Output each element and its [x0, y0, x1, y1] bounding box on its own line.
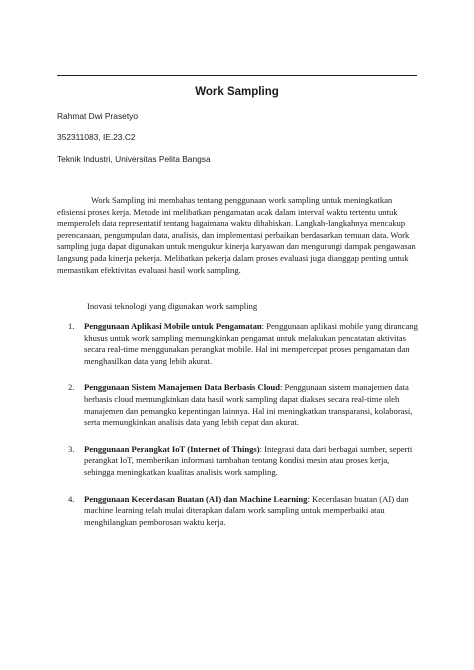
affiliation: Teknik Industri, Universitas Pelita Bangsa: [57, 154, 211, 164]
list-item: [64, 444, 419, 479]
item-number: 3.: [68, 443, 75, 454]
abstract-paragraph: Work Sampling ini membahas tentang penggunaan work sampling untuk meningkatkan efisiensi proses kerja. Metode ini melibatkan pengamatan acak dalam interval waktu tertentu untuk memperoleh data representatif tentang bagaimana waktu dihabiskan. Langkah-langkahnya mencakup perencanaan, pengumpulan data, analisis, dan implementasi perbaikan berdasarkan temuan data. Work sampling juga dapat digunakan untuk mengukur kinerja karyawan dan mengurangi dampak pengawasan langsung pada kinerja pekerja. Melibatkan pekerja dalam proses evaluasi juga dianggap penting untuk memastikan efektivitas evaluasi hasil work sampling.: [57, 195, 416, 275]
document-title: Work Sampling: [195, 86, 279, 98]
list-item: [64, 321, 419, 367]
item-heading: Penggunaan Sistem Manajemen Data Berbasis Cloud: [84, 382, 280, 393]
item-number: 4.: [68, 493, 75, 504]
item-text: : Integrasi data dari berbagai sumber, seperti perangkat IoT, memberikan informasi tambahan tentang kondisi mesin atau proses kerja, sehingga meningkatkan kualitas analisis work sampling.: [84, 443, 413, 477]
list-intro: Inovasi teknologi yang digunakan work sampling: [87, 301, 258, 311]
student-id: 352311083, IE.23.C2: [57, 132, 136, 142]
list-item: [64, 382, 419, 428]
item-heading: Penggunaan Kecerdasan Buatan (AI) dan Machine Learning: [84, 493, 308, 504]
item-text: : Kecerdasan buatan (AI) dan machine learning telah mulai diterapkan dalam work sampling untuk memperbaiki atau menghilangkan pemborosan waktu kerja.: [84, 493, 409, 527]
author-name: Rahmat Dwi Prasetyo: [57, 111, 138, 121]
header-rule: [57, 75, 417, 76]
item-number: 2.: [68, 382, 75, 393]
item-text: : Penggunaan sistem manajemen data berbasis cloud memungkinkan data hasil work sampling dapat diakses secara real-time oleh manajemen dan pemangku kepentingan lainnya. Hal ini meningkatkan transparansi, kolaborasi, serta memungkinkan analisis data yang lebih cepat dan akurat.: [84, 382, 413, 428]
list-item: [64, 494, 419, 529]
item-number: 1.: [68, 321, 75, 331]
innovation-list: [64, 321, 419, 543]
item-heading: Penggunaan Perangkat IoT (Internet of Things): [84, 443, 260, 454]
item-text: : Penggunaan aplikasi mobile yang dirancang khusus untuk work sampling memungkinkan pengamat untuk melakukan pencatatan aktivitas secara real-time menggunakan perangkat mobile. Hal ini mempercepat proses pengamatan dan menghasilkan data yang lebih akurat.: [84, 321, 418, 366]
item-heading: Penggunaan Aplikasi Mobile untuk Pengamatan: [84, 321, 262, 331]
